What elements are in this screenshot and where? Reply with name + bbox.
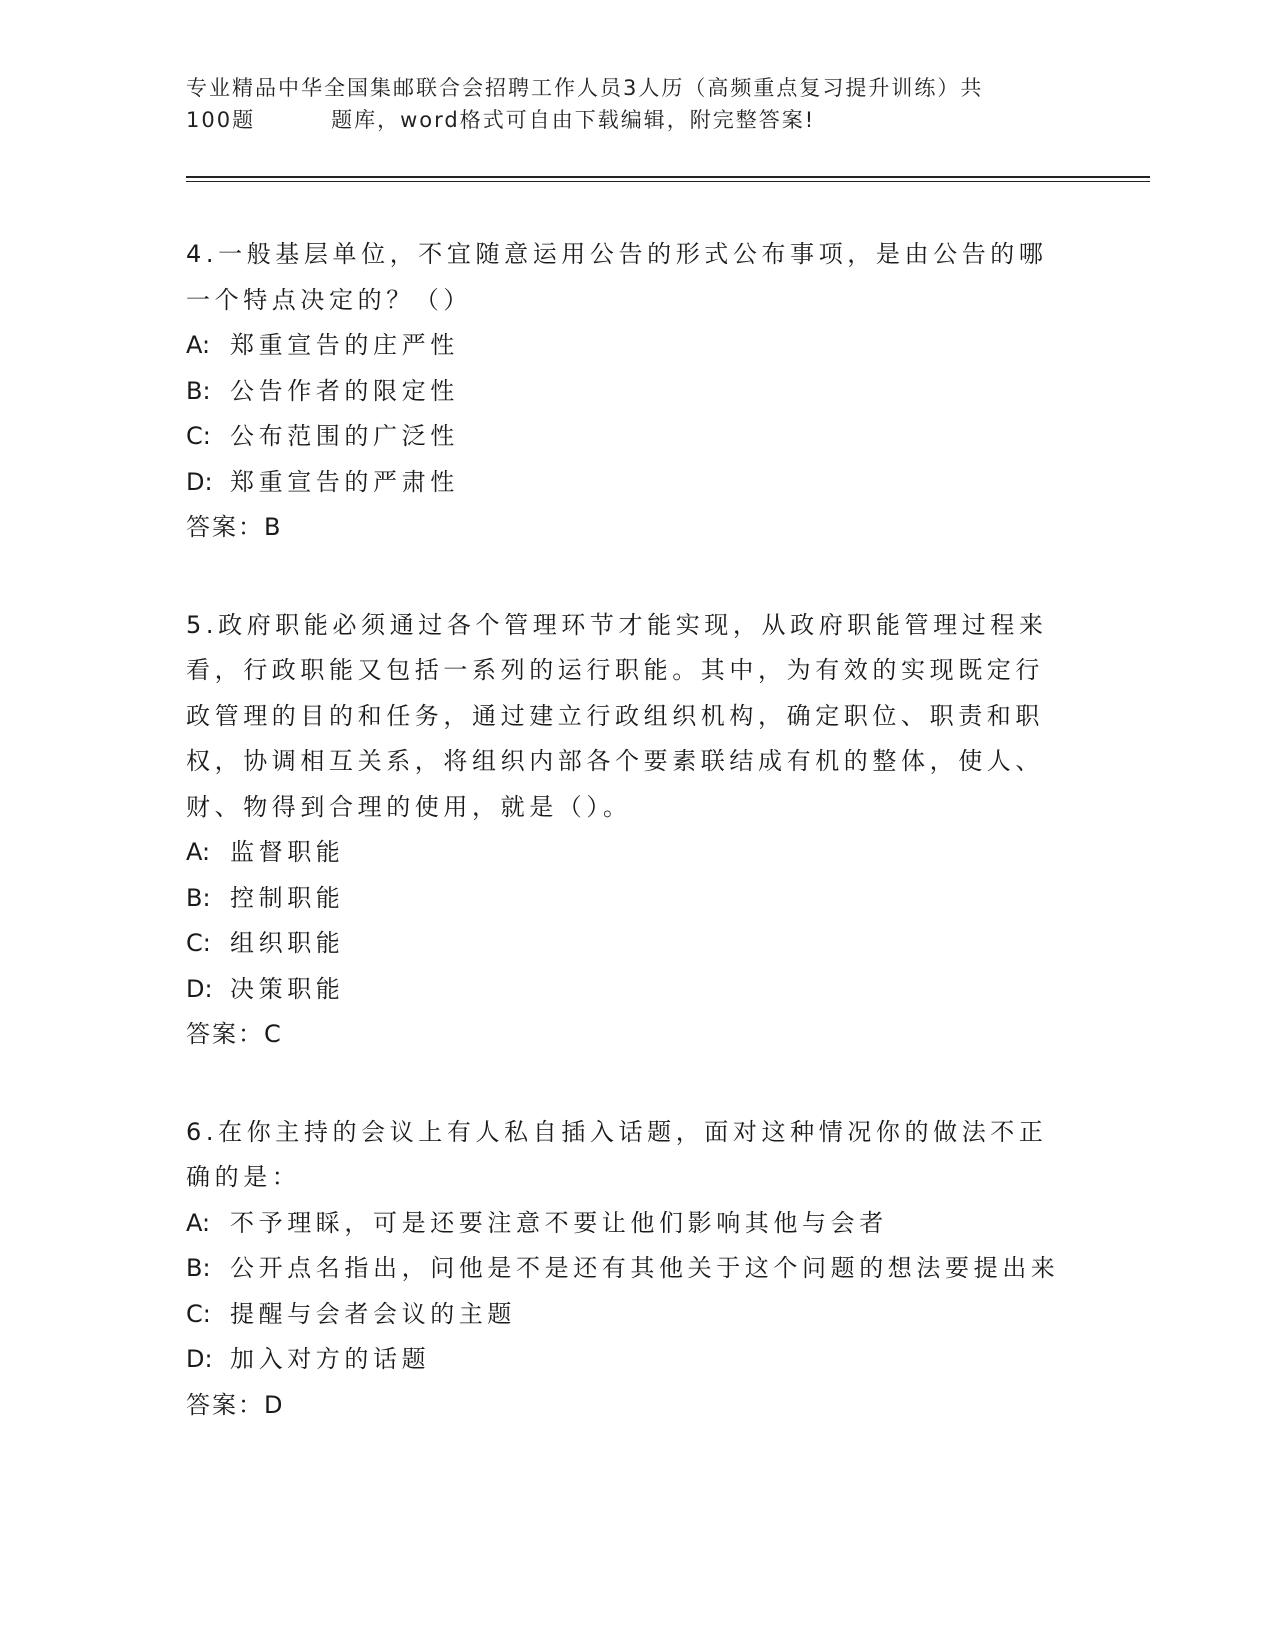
document-header (186, 72, 1066, 136)
question-text: 6.在你主持的会议上有人私自插入话题，面对这种情况你的做法不正确的是： (186, 1117, 1048, 1191)
option-letter: A: (186, 331, 211, 359)
option-b (186, 876, 1066, 922)
question-item (186, 232, 1066, 551)
option-letter: A: (186, 838, 211, 866)
option-text: 郑重宣告的庄严性 (230, 331, 459, 359)
option-letter: B: (186, 376, 211, 405)
option-letter: C: (186, 422, 211, 450)
option-text: 不予理睬，可是还要注意不要让他们影响其他与会者 (230, 1208, 888, 1237)
header-divider-thin (186, 181, 1150, 182)
header-subtitle: 题库，word格式可自由下载编辑，附完整答案! (331, 108, 816, 132)
option-letter: A: (186, 1208, 211, 1237)
header-line-2 (186, 104, 1066, 136)
option-text: 公开点名指出，问他是不是还有其他关于这个问题的想法要提出来 (230, 1254, 1060, 1282)
header-divider-thick (186, 176, 1150, 178)
option-letter: B: (186, 1254, 211, 1282)
option-text: 郑重宣告的严肃性 (230, 467, 459, 496)
option-c (186, 1292, 1066, 1338)
question-item (186, 603, 1066, 1058)
option-text: 监督职能 (230, 838, 345, 866)
answer-line: 答案：D (186, 1390, 285, 1419)
option-text: 提醒与会者会议的主题 (230, 1299, 516, 1328)
option-text: 加入对方的话题 (230, 1345, 431, 1373)
option-a (186, 1201, 1066, 1247)
option-letter: D: (186, 1345, 213, 1373)
option-c (186, 414, 1066, 460)
option-text: 公告作者的限定性 (230, 376, 459, 405)
option-a (186, 323, 1066, 369)
option-letter: D: (186, 974, 213, 1003)
header-line-1: 专业精品中华全国集邮联合会招聘工作人员3人历（高频重点复习提升训练）共 (186, 76, 984, 100)
option-text: 决策职能 (230, 974, 345, 1003)
option-letter: C: (186, 929, 211, 957)
option-letter: B: (186, 883, 211, 912)
option-d (186, 460, 1066, 506)
answer-line: 答案：C (186, 1020, 283, 1048)
option-letter: C: (186, 1299, 211, 1328)
option-text: 组织职能 (230, 929, 345, 957)
option-b (186, 369, 1066, 415)
option-text: 控制职能 (230, 883, 345, 912)
option-d (186, 1337, 1066, 1383)
option-text: 公布范围的广泛性 (230, 422, 459, 450)
question-item (186, 1110, 1066, 1429)
question-text: 4.一般基层单位，不宜随意运用公告的形式公布事项，是由公告的哪一个特点决定的？（） (186, 240, 1048, 314)
header-question-count: 100题 (186, 108, 256, 132)
option-c (186, 921, 1066, 967)
option-letter: D: (186, 467, 213, 496)
option-d (186, 967, 1066, 1013)
option-b (186, 1246, 1066, 1292)
question-list (186, 232, 1066, 1480)
answer-line: 答案：B (186, 513, 283, 541)
question-text: 5.政府职能必须通过各个管理环节才能实现，从政府职能管理过程来看，行政职能又包括一系列的运行职能。其中，为有效的实现既定行政管理的目的和任务，通过建立行政组织机构，确定职位、职责和职权，协调相互关系，将组织内部各个要素联结成有机的整体，使人、财、物得到合理的使用，就是（）。 (186, 610, 1048, 821)
option-a (186, 830, 1066, 876)
